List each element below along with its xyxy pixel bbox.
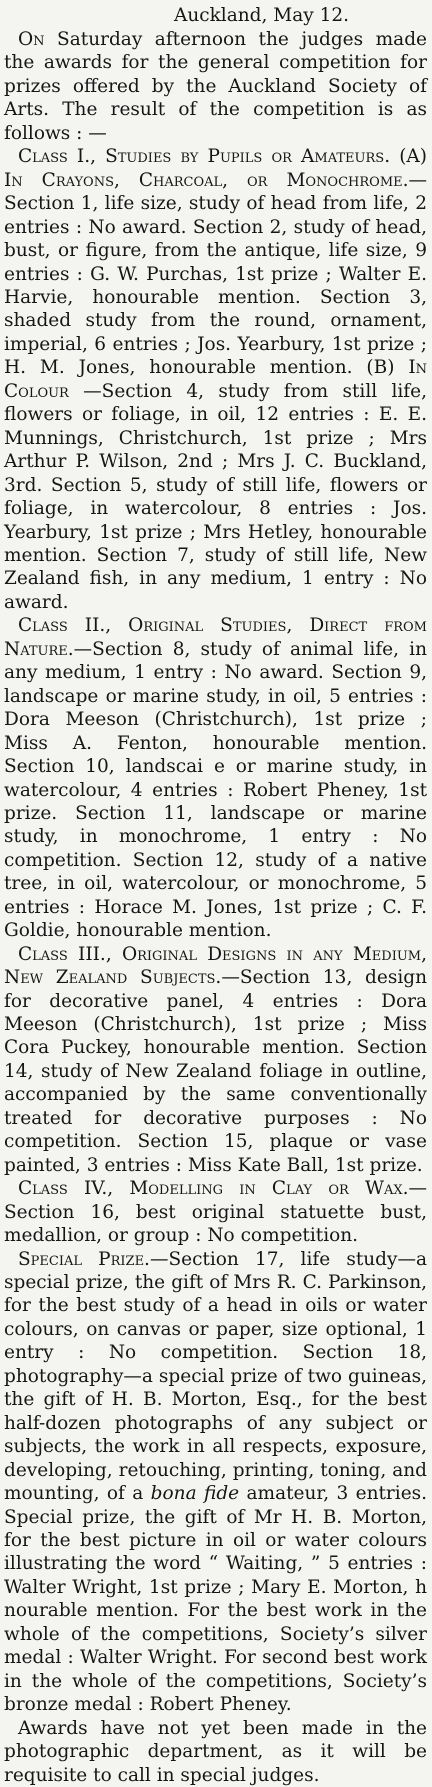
class-2-paragraph: [4, 614, 427, 942]
class-4-heading: Class IV., Modelling in Clay or Wax.: [18, 1178, 409, 1200]
class-2-heading: Class II., Original Studies, Direct from Nature.: [4, 615, 427, 660]
class-3-paragraph: [4, 943, 427, 1178]
special-prize-text-2: amateur, 3 entries. Special prize, the gift of Mr H. B. Morton, for the best picture in oil or water colours illustrating the word “ Waiting, ” 5 entries : Walter Wright, 1st prize ; Mary E. Morton, h nourable mention. For the best work in the whole of the competitions, Society’s silver medal : Walter Wright. For second best work in the whole of the competitions, Society’s bronze medal : Robert Pheney.: [4, 1483, 428, 1716]
intro-lead-word: On: [18, 29, 45, 50]
special-prize-paragraph: [4, 1248, 427, 1717]
class-1-paragraph: [4, 145, 427, 614]
special-prize-text-1: —Section 17, life study—a special prize, the gift of Mrs R. C. Parkinson, for the best study of a head in oils or water colours, on canvas or paper, size optional, 1 entry : No competition. Section 18, photography—a special prize of two guineas, the gift of H. B. Morton, Esq., for the best half-dozen photographs of any subject or subjects, the work in all respects, exposure, developing, retouching, printing, toning, and mounting, of a: [4, 1248, 428, 1505]
class-1-text-a: —Section 1, life size, study of head from life, 2 entries : No award. Section 2, study of head, bust, or figure, from the antique, life size, 9 entries : G. W. Purchas, 1st prize ; Walter E. Harvie, honourable mention. Section 3, shaded study from the round, ornament, imperial, 6 entries ; Jos. Yearbury, 1st prize ; H. M. Jones, honourable mention.: [4, 169, 427, 379]
intro-paragraph: [4, 28, 427, 145]
class-1-subheading-b: (B) In Colour: [4, 357, 427, 402]
class-4-text: —Section 16, best original statuette bust, medallion, or group : No competition.: [4, 1178, 427, 1247]
class-1-heading: Class I., Studies by Pupils or Amateurs. (A) In Crayons, Charcoal, or Monochrome.: [4, 146, 427, 191]
special-prize-heading: Special Prize.: [18, 1248, 150, 1270]
class-2-text: —Section 8, study of animal life, in any medium, 1 entry : No award. Section 9, landscape or marine study, in oil, 5 entries : Dora Meeson (Christchurch), 1st prize ; Miss A. Fenton, honourable mention. Section 10, landscai e or marine study, in watercolour, 4 entries : Robert Pheney, 1st prize. Section 11, landscape or marine study, in monochrome, 1 entry : No competition. Section 12, study of a native tree, in oil, watercolour, or monochrome, 5 entries : Horace M. Jones, 1st prize ; C. F. Goldie, honourable mention.: [4, 638, 427, 942]
dateline: Auckland, May 12.: [173, 5, 349, 26]
class-3-heading: Class III., Original Designs in any Medium, New Zealand Subjects.: [4, 943, 427, 989]
class-3-text: —Section 13, design for decorative panel, 4 entries : Dora Meeson (Christchurch), 1st prize ; Miss Cora Puckey, honourable mention. Section 14, study of New Zealand foliage in outline, accompanied by the same conventionally treated for decorative purposes : No competition. Section 15, plaque or vase painted, 3 entries : Miss Kate Ball, 1st prize.: [4, 967, 428, 1176]
special-prize-italic: bona fide: [150, 1483, 240, 1505]
class-4-paragraph: [4, 1177, 427, 1247]
class-1-text-b: —Section 4, study from still life, flowers or foliage, in oil, 12 entries : E. E. Munnings, Christchurch, 1st prize ; Mrs Arthur P. Wilson, 2nd ; Mrs J. C. Buckland, 3rd. Section 5, study of still life, flowers or foliage, in watercolour, 8 entries : Jos. Yearbury, 1st prize ; Mrs Hetley, honourable mention. Section 7, study of still life, New Zealand fish, in any medium, 1 entry : No award.: [4, 380, 427, 613]
closing-paragraph: Awards have not yet been made in the photographic department, as it will be requisite to call in special judges.: [4, 1717, 427, 1786]
intro-text: Saturday afternoon the judges made the awards for the general competition for prizes offered by the Auckland Society of Arts. The result of the competition is as follows : —: [4, 29, 427, 144]
